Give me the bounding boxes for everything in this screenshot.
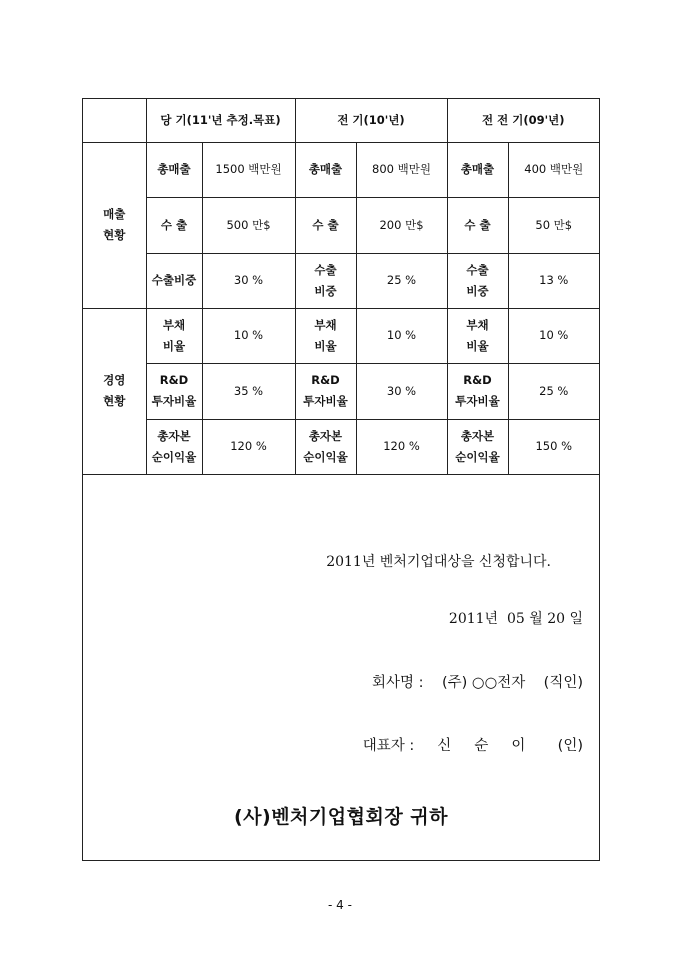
performance-table	[83, 99, 599, 475]
row-value: 10 %	[356, 308, 447, 363]
row-value: 800 백만원	[356, 142, 447, 197]
row-label: 부채 비율	[295, 308, 356, 363]
row-value: 13 %	[508, 253, 599, 308]
row-value: 500 만$	[202, 197, 295, 253]
sales-group-label: 매출 현황	[83, 142, 146, 308]
table-row	[83, 197, 599, 253]
application-date: 2011년 05 월 20 일	[448, 611, 583, 627]
row-value: 10 %	[508, 308, 599, 363]
row-label: 수출비중	[146, 253, 202, 308]
row-label: 수 출	[146, 197, 202, 253]
row-value: 400 백만원	[508, 142, 599, 197]
header-previous-period: 전 기(10'년)	[295, 99, 447, 142]
row-label: 수 출	[295, 197, 356, 253]
company-name-line: 회사명 : (주) ○○전자 (직인)	[372, 675, 583, 691]
application-form	[82, 98, 600, 861]
row-value: 200 만$	[356, 197, 447, 253]
table-row	[83, 363, 599, 419]
addressee: (사)벤처기업협회장 귀하	[233, 806, 449, 828]
row-label: 총매출	[295, 142, 356, 197]
row-value: 25 %	[508, 363, 599, 419]
row-label: 수출 비중	[447, 253, 508, 308]
row-label: R&D 투자비율	[146, 363, 202, 419]
row-value: 120 %	[202, 419, 295, 474]
row-label: 총자본 순이익율	[447, 419, 508, 474]
table-row	[83, 142, 599, 197]
corner-cell	[83, 99, 146, 142]
row-value: 35 %	[202, 363, 295, 419]
row-label: 수 출	[447, 197, 508, 253]
table-row	[83, 419, 599, 474]
row-value: 25 %	[356, 253, 447, 308]
row-value: 150 %	[508, 419, 599, 474]
header-two-periods-ago: 전 전 기(09'년)	[447, 99, 599, 142]
row-label: 총자본 순이익율	[295, 419, 356, 474]
row-value: 120 %	[356, 419, 447, 474]
row-value: 1500 백만원	[202, 142, 295, 197]
row-label: 부채 비율	[146, 308, 202, 363]
row-label: R&D 투자비율	[295, 363, 356, 419]
table-row	[83, 308, 599, 363]
row-value: 50 만$	[508, 197, 599, 253]
page-number: - 4 -	[328, 898, 352, 912]
row-label: 총매출	[146, 142, 202, 197]
row-value: 10 %	[202, 308, 295, 363]
management-group-label: 경영 현황	[83, 308, 146, 474]
row-value: 30 %	[356, 363, 447, 419]
representative-line: 대표자 : 신 순 이 (인)	[362, 738, 583, 754]
row-label: 총자본 순이익율	[146, 419, 202, 474]
row-label: R&D 투자비율	[447, 363, 508, 419]
header-row	[83, 99, 599, 142]
table-row	[83, 253, 599, 308]
row-label: 수출 비중	[295, 253, 356, 308]
application-statement: 2011년 벤처기업대상을 신청합니다.	[326, 554, 551, 570]
row-value: 30 %	[202, 253, 295, 308]
row-label: 부채 비율	[447, 308, 508, 363]
header-current-period: 당 기(11'년 추정.목표)	[146, 99, 295, 142]
row-label: 총매출	[447, 142, 508, 197]
